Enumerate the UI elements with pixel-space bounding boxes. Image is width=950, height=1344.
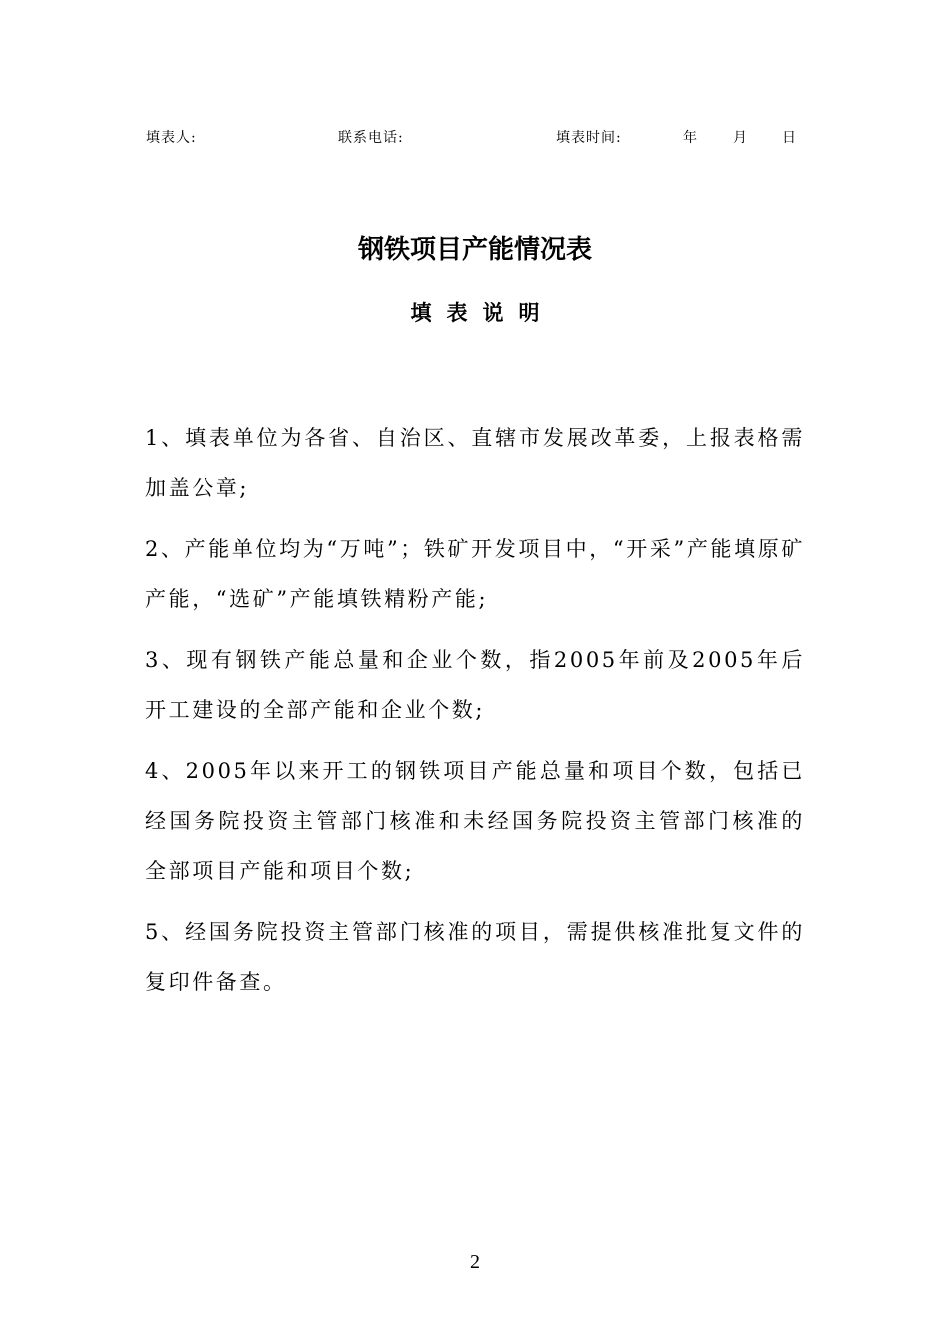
phone-label: 联系电话: bbox=[338, 130, 404, 146]
page-number: 2 bbox=[470, 1251, 480, 1273]
filler-label: 填表人: bbox=[146, 130, 197, 146]
day-label: 日 bbox=[782, 130, 797, 146]
instruction-item: 5、经国务院投资主管部门核准的项目，需提供核准批复文件的复印件备查。 bbox=[145, 920, 805, 994]
instruction-item: 1、填表单位为各省、自治区、直辖市发展改革委，上报表格需加盖公章; bbox=[145, 426, 805, 500]
document-title: 钢铁项目产能情况表 bbox=[357, 235, 592, 265]
instruction-list bbox=[145, 413, 805, 1018]
month-label: 月 bbox=[733, 130, 748, 146]
instructions-heading: 填表说明 bbox=[410, 300, 555, 325]
date-label: 填表时间: bbox=[556, 130, 622, 146]
instruction-item: 4、2005年以来开工的钢铁项目产能总量和项目个数，包括已经国务院投资主管部门核准和未经国务院投资主管部门核准的全部项目产能和项目个数; bbox=[145, 759, 805, 883]
instruction-item: 2、产能单位均为“万吨”；铁矿开发项目中，“开采”产能填原矿产能，“选矿”产能填铁精粉产能; bbox=[145, 537, 805, 611]
instruction-item: 3、现有钢铁产能总量和企业个数，指2005年前及2005年后开工建设的全部产能和企业个数; bbox=[145, 648, 805, 722]
year-label: 年 bbox=[683, 130, 698, 146]
